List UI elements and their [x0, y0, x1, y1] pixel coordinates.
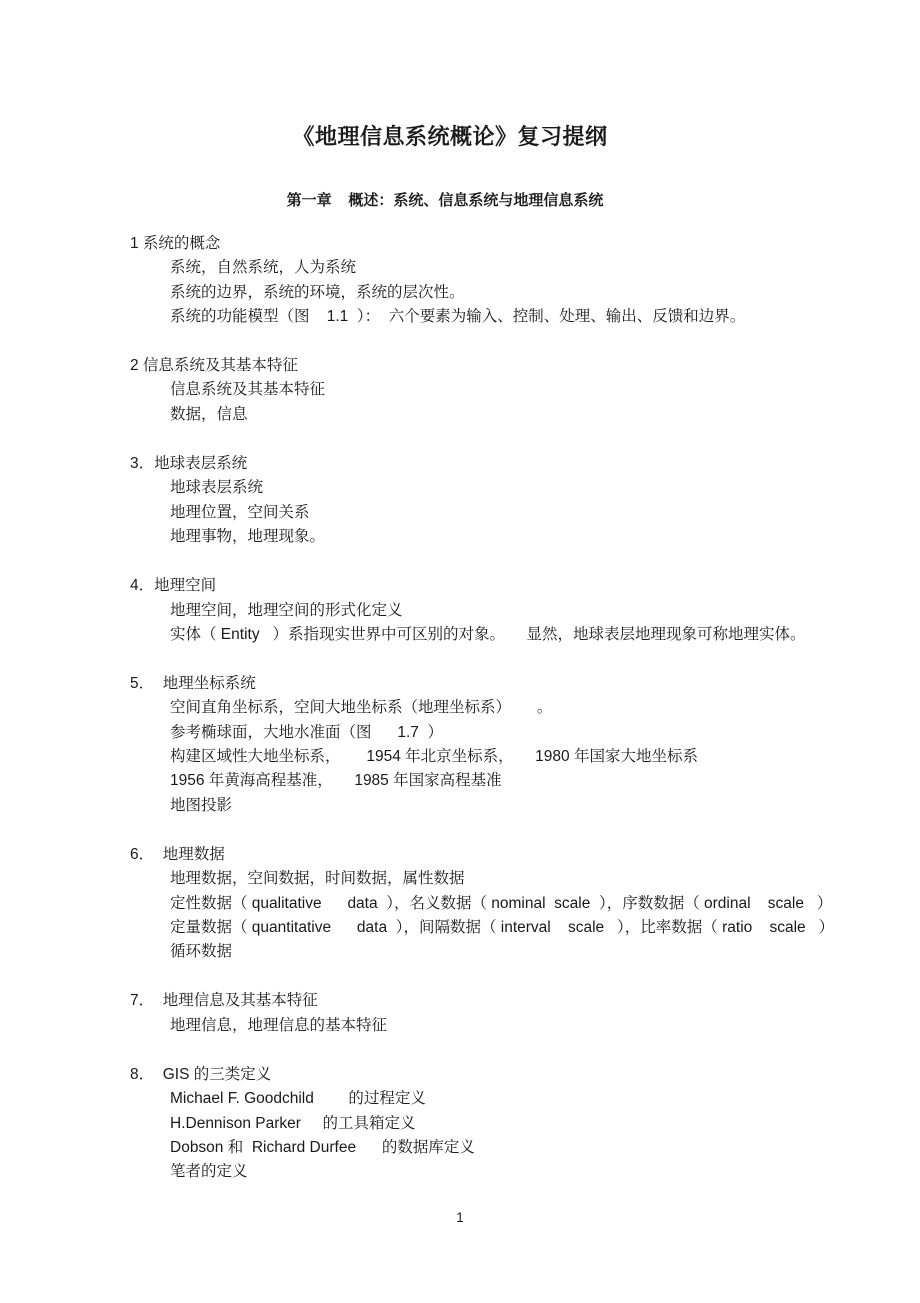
section-line: 1956 年黄海高程基准， 1985 年国家高程基准 [170, 772, 502, 790]
section-line: 地理位置，空间关系 [170, 503, 310, 521]
section-line: 循环数据 [170, 943, 233, 961]
section-line: 定量数据（ quantitative data ），间隔数据（ interval scale ），比率数据（ ratio scale ） [170, 918, 835, 936]
section-2 [130, 354, 910, 427]
section-heading: 5． 地理坐标系统 [130, 675, 256, 693]
section-line: 构建区域性大地坐标系， 1954 年北京坐标系， 1980 年国家大地坐标系 [170, 748, 698, 766]
section-line: 地图投影 [170, 796, 233, 814]
section-heading: 4．地理空间 [130, 577, 217, 595]
section-heading: 8． GIS 的三类定义 [130, 1066, 272, 1084]
section-heading: 3．地球表层系统 [130, 455, 248, 473]
section-heading: 6． 地理数据 [130, 845, 225, 863]
page-number: 1 [456, 1210, 464, 1225]
section-6 [130, 843, 910, 964]
document-body [130, 232, 910, 1210]
section-heading: 7． 地理信息及其基本特征 [130, 992, 318, 1010]
section-line: 地球表层系统 [170, 479, 264, 497]
section-1 [130, 232, 910, 329]
section-line: 定性数据（ qualitative data ），名义数据（ nominal scale ），序数数据（ ordinal scale ） [170, 894, 833, 912]
section-line: 空间直角坐标系，空间大地坐标系（地理坐标系） 。 [170, 699, 553, 717]
section-line: 地理信息，地理信息的基本特征 [170, 1016, 388, 1034]
section-line: 地理空间，地理空间的形式化定义 [170, 601, 403, 619]
section-line: 参考椭球面，大地水准面（图 1.7 ） [170, 723, 443, 741]
section-heading: 1 系统的概念 [130, 235, 221, 252]
section-line: 数据，信息 [170, 405, 248, 423]
document-title: 《地理信息系统概论》复习提纲 [292, 124, 608, 149]
section-3 [130, 452, 910, 549]
section-line: 系统的功能模型（图 1.1 ）： 六个要素为输入、控制、处理、输出、反馈和边界。 [170, 307, 746, 325]
chapter-heading: 第一章 概述：系统、信息系统与地理信息系统 [286, 192, 604, 209]
section-line: 系统的边界，系统的环境，系统的层次性。 [170, 283, 465, 301]
section-line: Dobson 和 Richard Durfee 的数据库定义 [170, 1138, 475, 1156]
section-4 [130, 574, 910, 647]
section-heading: 2 信息系统及其基本特征 [130, 357, 298, 375]
section-line: Michael F. Goodchild 的过程定义 [170, 1090, 426, 1108]
section-line: 地理事物，地理现象。 [170, 527, 326, 545]
section-5 [130, 672, 910, 818]
section-line: 实体（ Entity ）系指现实世界中可区别的对象。 显然，地球表层地理现象可称地理实体。 [170, 625, 806, 643]
section-line: 地理数据，空间数据，时间数据，属性数据 [170, 870, 465, 888]
section-7 [130, 989, 910, 1038]
section-line: H.Dennison Parker 的工具箱定义 [170, 1114, 416, 1132]
section-line: 系统，自然系统，人为系统 [170, 259, 357, 277]
section-line: 信息系统及其基本特征 [170, 381, 326, 399]
section-8 [130, 1063, 910, 1184]
section-line: 笔者的定义 [170, 1163, 248, 1181]
